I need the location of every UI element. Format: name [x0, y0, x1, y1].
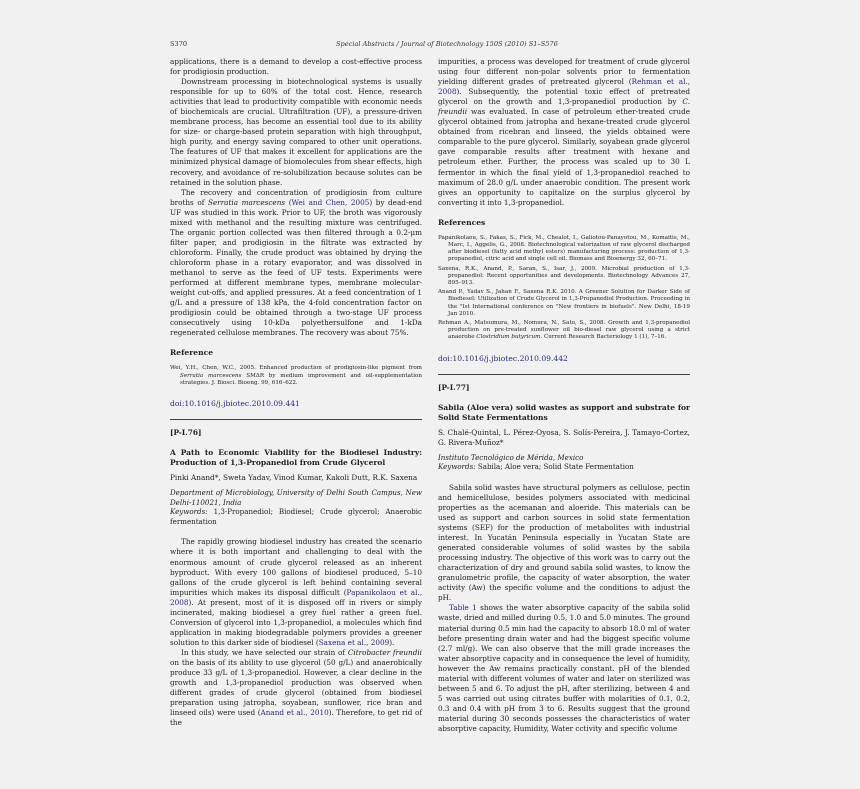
- citation-link[interactable]: Wei and Chen, 2005: [291, 197, 370, 207]
- paragraph: In this study, we have selected our strain of Citrobacter freundii on the basis of its ability to use glycerol (50 g/L) and anaerobically produce 33 g/L of 1,3-propanediol. However, a clear decline in the growth and 1,3-propanediol production was observed when different grades of crude glycerol (obtained from biodiesel preparation using jatropha, soyabean, sunflower, rice bran and linseed oils) were used (Anand et al., 2010). Therefore, to get rid of the: [170, 647, 423, 728]
- abstract-body: [438, 483, 690, 734]
- affiliation: Department of Microbiology, University of Delhi South Campus, New Delhi-110021, India: [170, 488, 422, 507]
- doi-link[interactable]: doi:10.1016/j.jbiotec.2010.09.441: [170, 398, 300, 408]
- citation-link[interactable]: Anand et al., 2010: [260, 708, 329, 718]
- reference-list: [438, 235, 690, 342]
- table-link[interactable]: Table 1: [449, 603, 477, 613]
- paragraph: Sabila solid wastes have structural polymers as cellulose, pectin and hemicellulose, besides polymers associated with medicinal properties as the acemanan and aloeride. This materials can be used as support and carbon sources in solid state fermentation systems (SEF) for the production of metabolites with industrial interest. In Yucatán Peninsula especially in Yucatan State are generated considerable volumes of solid wastes by the sabila processing industry. The objective of this work was to carry out the characterization of dry and ground sabila solid wastes, to know the granulometric profile, the capacity of water absorption, the water activity (Aw) the specific volume and the conditions to adjust the pH.: [438, 482, 690, 603]
- paragraph: Table 1 shows the water absorptive capacity of the sabila solid waste, dried and milled during 0.5, 1.0 and 5.0 minutes. The ground material during 0.5 min had the capacity to absorb 18.0 ml of water before presenting drain water and had the biggest specific volume (2.7 ml/g). We can also observe that the mill grade increases the water absorptive capacity and in consequence the level of humidity, however the Aw remains practically constant. pH of the blended material with different volumes of water and later on sterilized was between 5 and 6. To adjust the pH, after sterilizing, between 4 and 5 was carried out using citrates buffer with molarities of 0.1, 0.2, 0.3 and 0.4 with pH from 3 to 6. Results suggest that the ground material during 30 seconds possesses the characteristics of water absorptive capacity, Humidity, Water cctivity and specific volume: [438, 603, 690, 733]
- abstract-code: [P-I.77]: [438, 382, 470, 392]
- page-number: S370: [170, 40, 188, 48]
- journal-name: Special Abstracts / Journal of Biotechnology 150S (2010) S1–S576: [336, 40, 558, 48]
- reference-item: Rehman A., Matsumura, M., Nomura, N., Sato, S., 2008. Growth and 1,3-propanediol production on pre-treated sunflower oil bio-diesel raw glycerol using a strict anaerobe Clostridium butyricum. Current Research Bacteriology 1 (1), 7–16.: [438, 319, 690, 341]
- citation-link[interactable]: Papanikolaou et al., 2008: [170, 587, 422, 607]
- reference-item: Saxena, R.K., Anand, P., Saran, S., Isar, J., 2009. Microbial production of 1,3-propanediol: Recent opportunities and developments. Biotechnology Advances 27, 895–913.: [438, 265, 690, 286]
- abstract-body: [170, 537, 422, 728]
- abstract-title: Sabila (Aloe vera) solid wastes as support and substrate for Solid State Fermentations: [438, 402, 690, 422]
- citation-link[interactable]: Saxena et al., 2009: [318, 637, 390, 647]
- author-list: Pinki Anand*, Sweta Yadav, Vinod Kumar, Kakoli Dutt, R.K. Saxena: [170, 473, 418, 483]
- reference-list: [170, 365, 422, 387]
- divider: [438, 374, 690, 375]
- reference-heading: Reference: [170, 348, 214, 358]
- left-column: [170, 57, 422, 728]
- paragraph: Downstream processing in biotechnological systems is usually responsible for up to 60% of the total cost. Hence, research activities that lead to productivity compatible with economic needs of biochemicals are crucial. Ultrafiltration (UF), a pressure-driven membrane process, has become an essential tool due to its ability for size- or charge-based protein separation with high throughput, high purity, and energy saving compared to other unit operations. The features of UF that makes it excellent for applications are the minimized physical damage of biomolecules from shear effects, high recovery, and avoidance of re-solubilization because solutes can be retained in the solution phase.: [170, 77, 422, 187]
- abstract-title: A Path to Economic Viability for the Biodiesel Industry: Production of 1,3-Propanediol from Crude Glycerol: [170, 448, 422, 468]
- reference-item: Papanikolaou, S., Fakas, S., Fick, M., Chealot, I., Galiotou-Panayotou, M., Komaitis, M., Marc, I., Aggelis, G., 2008. Biotechnological valorization of raw glycerol discharged after biodiesel (fatty acid methyl esters) manufacturing process: production of 1,3-propanediol, citric acid and single cell oil. Biomass and Bioenergy 32, 60–71.: [438, 234, 690, 263]
- keywords: Keywords: Sabila; Aloe vera; Solid State Fermentation: [438, 462, 634, 472]
- right-column: [438, 57, 690, 734]
- doi-link[interactable]: doi:10.1016/j.jbiotec.2010.09.442: [438, 353, 568, 363]
- affiliation: Instituto Tecnológico de Mérida, Mexico: [438, 452, 584, 462]
- paragraph: impurities, a process was developed for treatment of crude glycerol using four different non-polar solvents prior to fermentation yielding different grades of pretreated glycerol (Rehman et al., 2008). Subsequently, the potential toxic effect of pretreated glycerol on the growth and 1,3-propanediol production by C. freundii was evaluated. In case of petroleum ether-treated crude glycerol obtained from jatropha and hexane-treated crude glycerol obtained from ricebran and linseed, the yields obtained were comparable to the pure glycerol. Similarly, soyabean grade glycerol gave comparable results after treatment with hexane and petroleum ether. Further, the process was scaled up to 30 L fermentor in which the final yield of 1,3-propanediol reached to maximum of 28.0 g/L under anaerobic condition. The present work gives an opportunity to capitalize on the surplus glycerol by converting it into 1,3-propanediol.: [438, 57, 690, 207]
- paragraph: The recovery and concentration of prodigiosin from culture broths of Serratia marcescens (Wei and Chen, 2005) by dead-end UF was studied in this work. Prior to UF, the broth was vigorously mixed with methanol and the resulting mixture was centrifuged. The organic portion collected was then filtered through a 0.2-μm filter paper, and prodigiosin in the filtrate was extracted by chloroform. Finally, the crude product was obtained by drying the chloroform phase in a rotary evaporator, and was dissolved in methanol to serve as the feed of UF tests. Experiments were performed at different membrane types, membrane molecular-weight cut-offs, and applied pressures. At a feed concentration of 1 g/L and a pressure of 138 kPa, the 4-fold concentration factor on prodigiosin could be obtained through a two-stage UF process consecutively using 10-kDa polyethersulfone and 1-kDa regenerated cellulose membranes. The recovery was about 75%.: [170, 187, 422, 338]
- paragraph: applications, there is a demand to develop a cost-effective process for prodigiosin production.: [170, 57, 422, 77]
- reference-item: Anand P., Yadav S., Jahan F., Saxena R.K. 2010. A Greener Solution for Darker Side of Biodiesel: Utilization of Crude Glycerol in 1,3-Propanediol Production. Proceeding in the "Ist International conference on "New frontiers in biofuels". New Delhi, 18-19 Jan 2010.: [438, 289, 690, 317]
- paragraph: The rapidly growing biodiesel industry has created the scenario where it is both important and challenging to deal with the enormous amount of crude glycerol released as an inherent byproduct. With every 100 gallons of biodiesel produced, 5–10 gallons of the crude glycerol is left behind containing several impurities which makes its disposal difficult (Papanikolaou et al., 2008). At present, most of it is disposed off in rivers or simply incinerated, making biodiesel a grey fuel rather a green fuel. Conversion of glycerol into 1,3-propanediol, a molecules which find application in making biodegradable polymers provides a greener solution to this darker side of biodiesel (Saxena et al., 2009).: [170, 537, 422, 647]
- author-list: S. Chalé-Quintal, L. Pérez-Oyosa, S. Solís-Pereira, J. Tamayo-Cortez, G. Rivera-Muñoz*: [438, 427, 690, 447]
- citation-link[interactable]: Rehman et al., 2008: [438, 77, 690, 97]
- keywords: Keywords: 1,3-Propanediol; Biodiesel; Crude glycerol; Anaerobic fermentation: [170, 507, 422, 526]
- divider: [170, 419, 422, 420]
- abstract-code: [P-I.76]: [170, 428, 202, 438]
- reference-heading: References: [438, 217, 486, 227]
- reference-item: Wei, Y.H., Chen, W.C., 2005. Enhanced production of prodigiosin-like pigment from Serratia marcescens SMΔR by medium improvement and oil-supplementation strategies. J. Biosci. Bioeng. 99, 616–622.: [170, 365, 422, 386]
